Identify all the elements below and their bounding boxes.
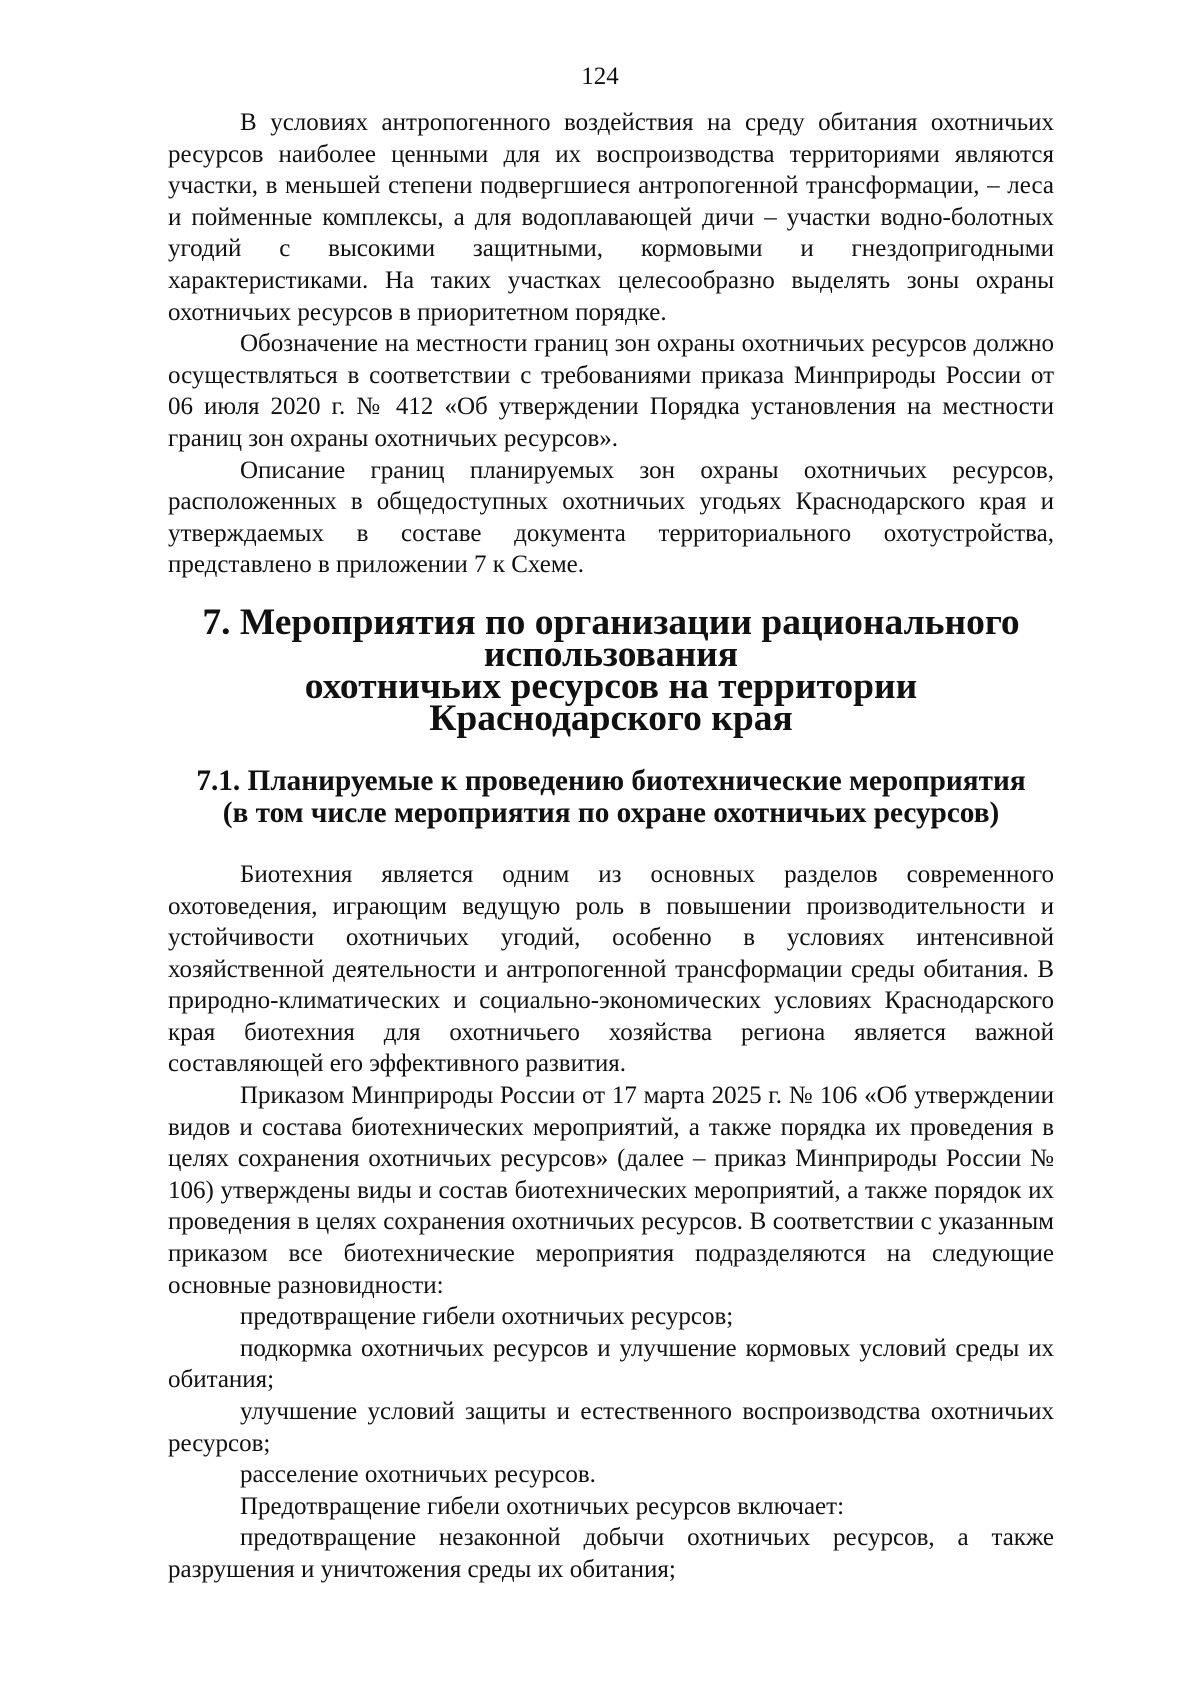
section-7-1-heading [168, 765, 1054, 829]
section-7-heading-line-1: 7. Мероприятия по организации рационального использования [202, 601, 1020, 675]
paragraph-prevention-intro: Предотвращение гибели охотничьих ресурсов включает: [240, 1492, 845, 1520]
list-item: улучшение условий защиты и естественного воспроизводства охотничьих ресурсов; [168, 1398, 1054, 1457]
paragraph-anthropogenic: В условиях антропогенного воздействия на среду обитания охотничьих ресурсов наиболее ценными для их воспроизводства территориями являются участки, в меньшей степени подвергшиеся антропогенной трансформации, – леса и пойменные комплексы, а для водоплавающей дичи – участки водно-болотных угодий с высокими защитными, кормовыми и гнездопригодными характеристиками. На таких участках целесообразно выделять зоны охраны охотничьих ресурсов в приоритетном порядке. [168, 109, 1054, 326]
list-item: расселение охотничьих ресурсов. [240, 1461, 596, 1489]
page-number: 124 [581, 63, 619, 90]
section-7-1-heading-line-2: (в том числе мероприятия по охране охотничьих ресурсов) [222, 796, 1000, 829]
document-body [168, 107, 1054, 1586]
section-7-heading [168, 601, 1054, 739]
paragraph-boundary-description: Описание границ планируемых зон охраны охотничьих ресурсов, расположенных в общедоступных охотничьих угодьях Краснодарского края и утверждаемых в составе документа территориального охотустройства, представлено в приложении 7 к Схеме. [168, 456, 1054, 579]
section-7-1-heading-line-1: 7.1. Планируемые к проведению биотехнические мероприятия [196, 764, 1026, 797]
paragraph-boundary-marking: Обозначение на местности границ зон охраны охотничьих ресурсов должно осуществляться в соответствии с требованиями приказа Минприроды России от 06 июля 2020 г. № 412 «Об утверждении Порядка установления на местности границ зон охраны охотничьих ресурсов». [168, 330, 1054, 452]
paragraph-order-106: Приказом Минприроды России от 17 марта 2025 г. № 106 «Об утверждении видов и состава биотехнических мероприятий, а также порядка их проведения в целях сохранения охотничьих ресурсов» (далее – приказ Минприроды России № 106) утверждены виды и состав биотехнических мероприятий, а также порядок их проведения в целях сохранения охотничьих ресурсов. В соответствии с указанным приказом все биотехнические мероприятия подразделяются на следующие основные разновидности: [168, 1082, 1054, 1299]
paragraph-prevention-item: предотвращение незаконной добычи охотничьих ресурсов, а также разрушения и уничтожения среды их обитания; [168, 1524, 1054, 1583]
list-item: подкормка охотничьих ресурсов и улучшение кормовых условий среды их обитания; [168, 1334, 1054, 1394]
section-7-heading-line-2: охотничьих ресурсов на территории Краснодарского края [304, 665, 918, 739]
list-item: предотвращение гибели охотничьих ресурсов; [240, 1303, 734, 1331]
paragraph-biotechnia: Биотехния является одним из основных разделов современного охотоведения, играющим ведущую роль в повышении производительности и устойчивости охотничьих угодий, особенно в условиях интенсивной хозяйственной деятельности и антропогенной трансформации среды обитания. В природно-климатических и социально-экономических условиях Краснодарского края биотехния для охотничьего хозяйства региона является важной составляющей его эффективного развития. [168, 860, 1054, 1078]
